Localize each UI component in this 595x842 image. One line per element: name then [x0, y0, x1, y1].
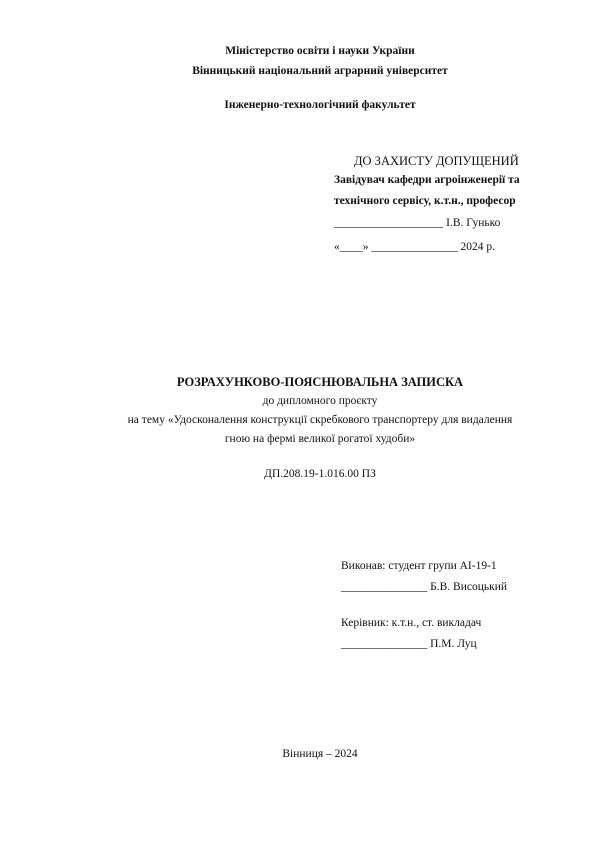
performer-label: Виконав: студент групи АІ-19-1 — [341, 560, 497, 572]
university-name: Вінницький національний аграрний університет — [192, 65, 448, 77]
approval-date-line: «____» _______________ 2024 р. — [334, 241, 495, 253]
performer-signature: _______________ Б.В. Висоцький — [341, 581, 507, 593]
approval-position-line1: Завідувач кафедри агроінженерії та — [334, 174, 520, 186]
city-year: Вінниця – 2024 — [282, 748, 358, 760]
document-title: РОЗРАХУНКОВО-ПОЯСНЮВАЛЬНА ЗАПИСКА — [176, 375, 464, 389]
approval-title: ДО ЗАХИСТУ ДОПУЩЕНИЙ — [354, 154, 519, 168]
document-topic-line1: на тему «Удосконалення конструкції скребкового транспортеру для видалення — [127, 414, 513, 426]
document-topic-line2: гною на фермі великої рогатої худоби» — [224, 433, 416, 445]
approval-position-line2: технічного сервісу, к.т.н., професор — [334, 195, 516, 207]
approval-signature-line: ___________________ І.В. Гунько — [334, 217, 501, 229]
faculty-name: Інженерно-технологічний факультет — [224, 99, 416, 111]
supervisor-label: Керівник: к.т.н., ст. викладач — [341, 617, 482, 629]
document-subtitle: до дипломного проєкту — [262, 395, 378, 407]
ministry-name: Міністерство освіти і науки України — [225, 45, 415, 57]
document-code: ДП.208.19-1.016.00 ПЗ — [264, 468, 376, 480]
supervisor-signature: _______________ П.М. Луц — [341, 638, 477, 650]
